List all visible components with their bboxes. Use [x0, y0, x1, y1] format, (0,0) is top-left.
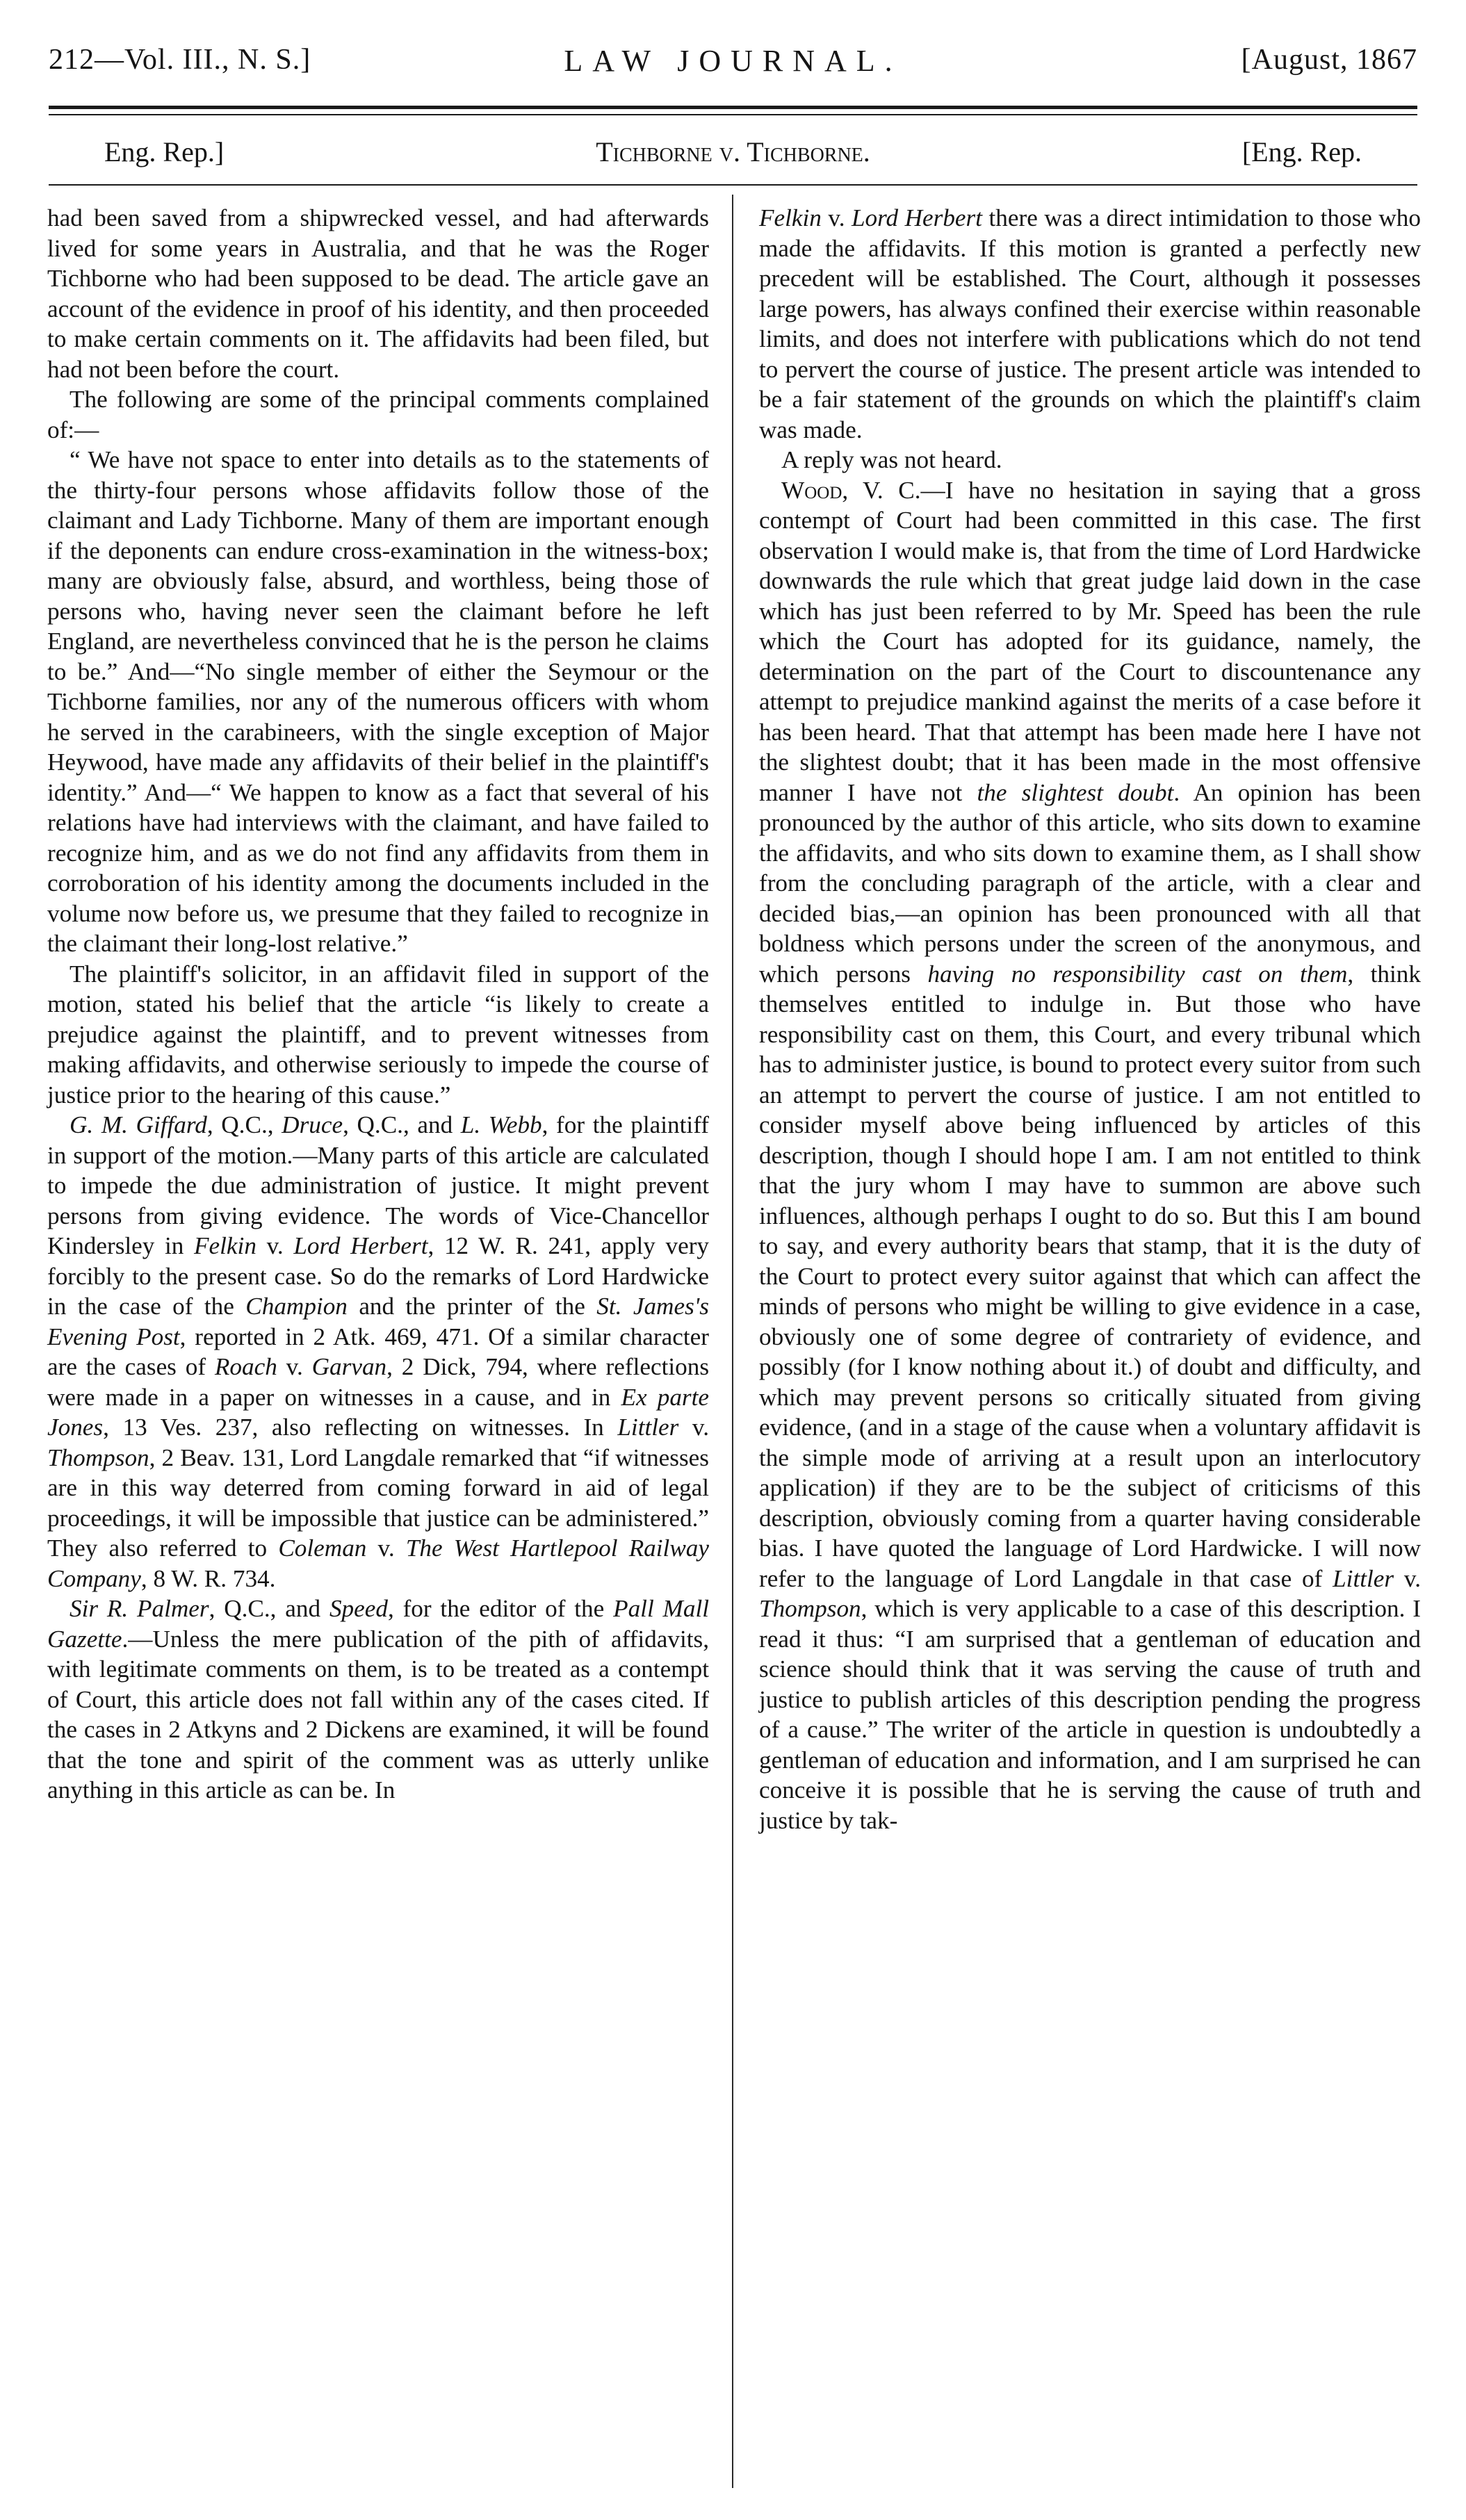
- report-label-left: Eng. Rep.]: [104, 136, 225, 167]
- journal-title: LAW JOURNAL.: [564, 44, 902, 78]
- left-column: [47, 203, 709, 1806]
- counsel-name: Druce: [282, 1111, 343, 1138]
- case-citation: Ex parte Jones: [47, 1383, 710, 1441]
- emphasis: the slightest doubt: [977, 778, 1174, 806]
- counsel-argument-plaintiff: G. M. Giffard, Q.C., Druce, Q.C., and L. Webb, for the plaintiff in support of the motion.—Many parts of this article are calculated to impede the due administration of justice. It might prevent persons from giving evidence. The words of Vice-Chancellor Kindersley in Felkin v. Lord Herbert, 12 W. R. 241, apply very forcibly to the present case. So do the remarks of Lord Hardwicke in the case of the Champion and the printer of the St. James's Evening Post, reported in 2 Atk. 469, 471. Of a similar character are the cases of Roach v. Garvan, 2 Dick, 794, where reflections were made in a paper on witnesses in a cause, and in Ex parte Jones, 13 Ves. 237, also reflecting on witnesses. In Littler v. Thompson, 2 Beav. 131, Lord Langdale remarked that “if witnesses are in this way deterred from coming forward in aid of legal proceedings, it will be impossible that justice can be administered.” They also referred to Coleman v. The West Hartlepool Railway Company, 8 W. R. 734.: [47, 1111, 710, 1592]
- quoted-comments: “ We have not space to enter into details as to the statements of the thirty-four persons whose affidavits follow those of the claimant and Lady Tichborne. Many of them are important enough if the deponents can endure cross-examination in the witness-box; many are obviously false, absurd, and worthless, being those of persons who, having never seen the claimant before he left England, are nevertheless convinced that he is the person he claims to be.” And—“No single member of either the Seymour or the Tichborne families, nor any of the numerous officers with whom he served in the carabineers, with the single exception of Major Heywood, have made any affidavits of their belief in the plaintiff's identity.” And—“ We happen to know as a fact that several of his relations have had interviews with the claimant, and have failed to recognize him, and as we do not find any affidavits from them in corroboration of his identity among the documents included in the volume now before us, we presume that they failed to recognize in the claimant their long-lost relative.”: [47, 446, 709, 957]
- paragraph: had been saved from a shipwrecked vessel, and had afterwards lived for some years in Australia, and that he was the Roger Tichborne who had been supposed to be dead. The article gave an account of the evidence in proof of his identity, and then proceeded to make certain comments on it. The affidavits had been filed, but had not been before the court.: [47, 204, 709, 383]
- case-citation: Thompson: [47, 1443, 149, 1471]
- case-citation: Felkin: [759, 204, 822, 231]
- case-citation: Littler: [1333, 1564, 1394, 1592]
- case-citation: Roach: [214, 1353, 277, 1380]
- paragraph: The following are some of the principal comments complained of:—: [47, 386, 709, 443]
- counsel-name: Sir R. Palmer: [70, 1595, 209, 1622]
- case-citation: Lord Herbert: [293, 1232, 428, 1259]
- case-citation: Champion: [245, 1293, 348, 1320]
- issue-date: [August, 1867: [1241, 44, 1417, 76]
- counsel-name: L. Webb: [460, 1111, 542, 1138]
- case-citation: Lord Herbert: [851, 204, 983, 231]
- counsel-argument-defendant: Sir R. Palmer, Q.C., and Speed, for the editor of the Pall Mall Gazette.—Unless the mere publication of the pith of affidavits, with legitimate comments on them, is to be treated as a contempt of Court, this article does not fall within any of the cases cited. If the cases in 2 Atkyns and 2 Dickens are examined, it will be found that the tone and spirit of the comment was as utterly unlike anything in this article as can be. In: [47, 1595, 709, 1803]
- paragraph: A reply was not heard.: [781, 446, 1002, 473]
- judgment: Wood, V. C.—I have no hesitation in saying that a gross contempt of Court had been committed in this case. The first observation I would make is, that from the time of Lord Hardwicke downwards the rule which that great judge laid down in the case which has just been referred to by Mr. Speed has been the rule which the Court has adopted for its guidance, namely, the determination on the part of the Court to discountenance any attempt to prejudice mankind against the merits of a case before it has been heard. That that attempt has been made here I have not the slightest doubt; that it has been made in the most offensive manner I have not the slightest doubt. An opinion has been pronounced by the author of this article, who sits down to examine the affidavits, and who sits down to examine them, as I shall show from the concluding paragraph of the article, with a clear and decided bias,—an opinion has been pronounced with all that boldness which persons under the screen of the anonymous, and which persons having no responsibility cast on them, think themselves entitled to indulge in. But those who have responsibility cast on them, this Court, and every tribunal which has to administer justice, is bound to protect every suitor from such an attempt to pervert the course of justice. I am not entitled to consider myself above being influenced by articles of this description, though I should hope I am. I am not entitled to think that the jury whom I may have to summon are above such influences, although perhaps I ought to do so. But this I am bound to say, and every authority bears that stamp, that it is the duty of the Court to protect every suitor against that which can affect the minds of persons who might be willing to give evidence in a case, obviously one of some degree of contrariety of evidence, and possibly (for I know nothing about it.) of doubt and difficulty, and which may prevent persons so critically situated from giving evidence, (and in a stage of the cause when a voluntary affidavit is the simple mode of arriving at a result upon an interlocutory application) if they are to be the subject of criticisms of this description, obviously coming from a quarter having considerable bias. I have quoted the language of Lord Hardwicke. I will now refer to the language of Lord Langdale in that case of Littler v. Thompson, which is very applicable to a case of this description. I read it thus: “I am surprised that a gentleman of education and science should think that it was serving the cause of truth and justice to publish articles of this description pending the progress of a cause.” The writer of the article in question is undoubtedly a gentleman of education and information, and I am surprised he can conceive it is possible that he is serving the cause of truth and justice by tak-: [759, 476, 1422, 1834]
- header-rule-thick: [49, 106, 1417, 109]
- page-reference: 212—Vol. III., N. S.]: [49, 44, 311, 76]
- header-rule-thin: [49, 114, 1417, 115]
- right-column: [759, 203, 1421, 1835]
- judge-name: Wood, V. C.: [781, 476, 921, 504]
- section-head: [49, 136, 1417, 177]
- running-head: [49, 43, 1417, 92]
- case-citation: Felkin: [194, 1232, 256, 1259]
- case-citation: Littler: [617, 1414, 679, 1441]
- counsel-name: Speed: [329, 1595, 388, 1622]
- counsel-name: G. M. Giffard: [70, 1111, 207, 1138]
- case-title: Tichborne v. Tichborne.: [596, 136, 870, 167]
- column-divider: [732, 195, 733, 2488]
- paragraph: The plaintiff's solicitor, in an affidavit filed in support of the motion, stated his belief that the article “is likely to create a prejudice against the plaintiff, and to prevent witnesses from making affidavits, and otherwise seriously to impede the course of justice prior to the hearing of this cause.”: [47, 960, 709, 1108]
- case-citation: Garvan: [311, 1353, 387, 1380]
- case-citation: Thompson: [759, 1595, 861, 1622]
- paragraph: Felkin v. Lord Herbert there was a direct intimidation to those who made the affidavits. If this motion is granted a perfectly new precedent will be established. The Court, although it possesses large powers, has always confined their exercise within reasonable limits, and does not interfere with publications which do not tend to pervert the course of justice. The present article was intended to be a fair statement of the grounds on which the plaintiff's claim was made.: [759, 204, 1421, 443]
- case-citation: St. James's Evening Post: [47, 1293, 709, 1350]
- section-rule: [49, 184, 1417, 186]
- case-citation: Coleman: [278, 1535, 367, 1562]
- case-citation: The West Hartlepool Railway Company: [47, 1535, 710, 1592]
- emphasis: having no responsibility cast on them: [927, 960, 1348, 988]
- report-label-right: [Eng. Rep.: [1241, 136, 1362, 167]
- newspaper-title: Pall Mall Gazette: [47, 1595, 709, 1653]
